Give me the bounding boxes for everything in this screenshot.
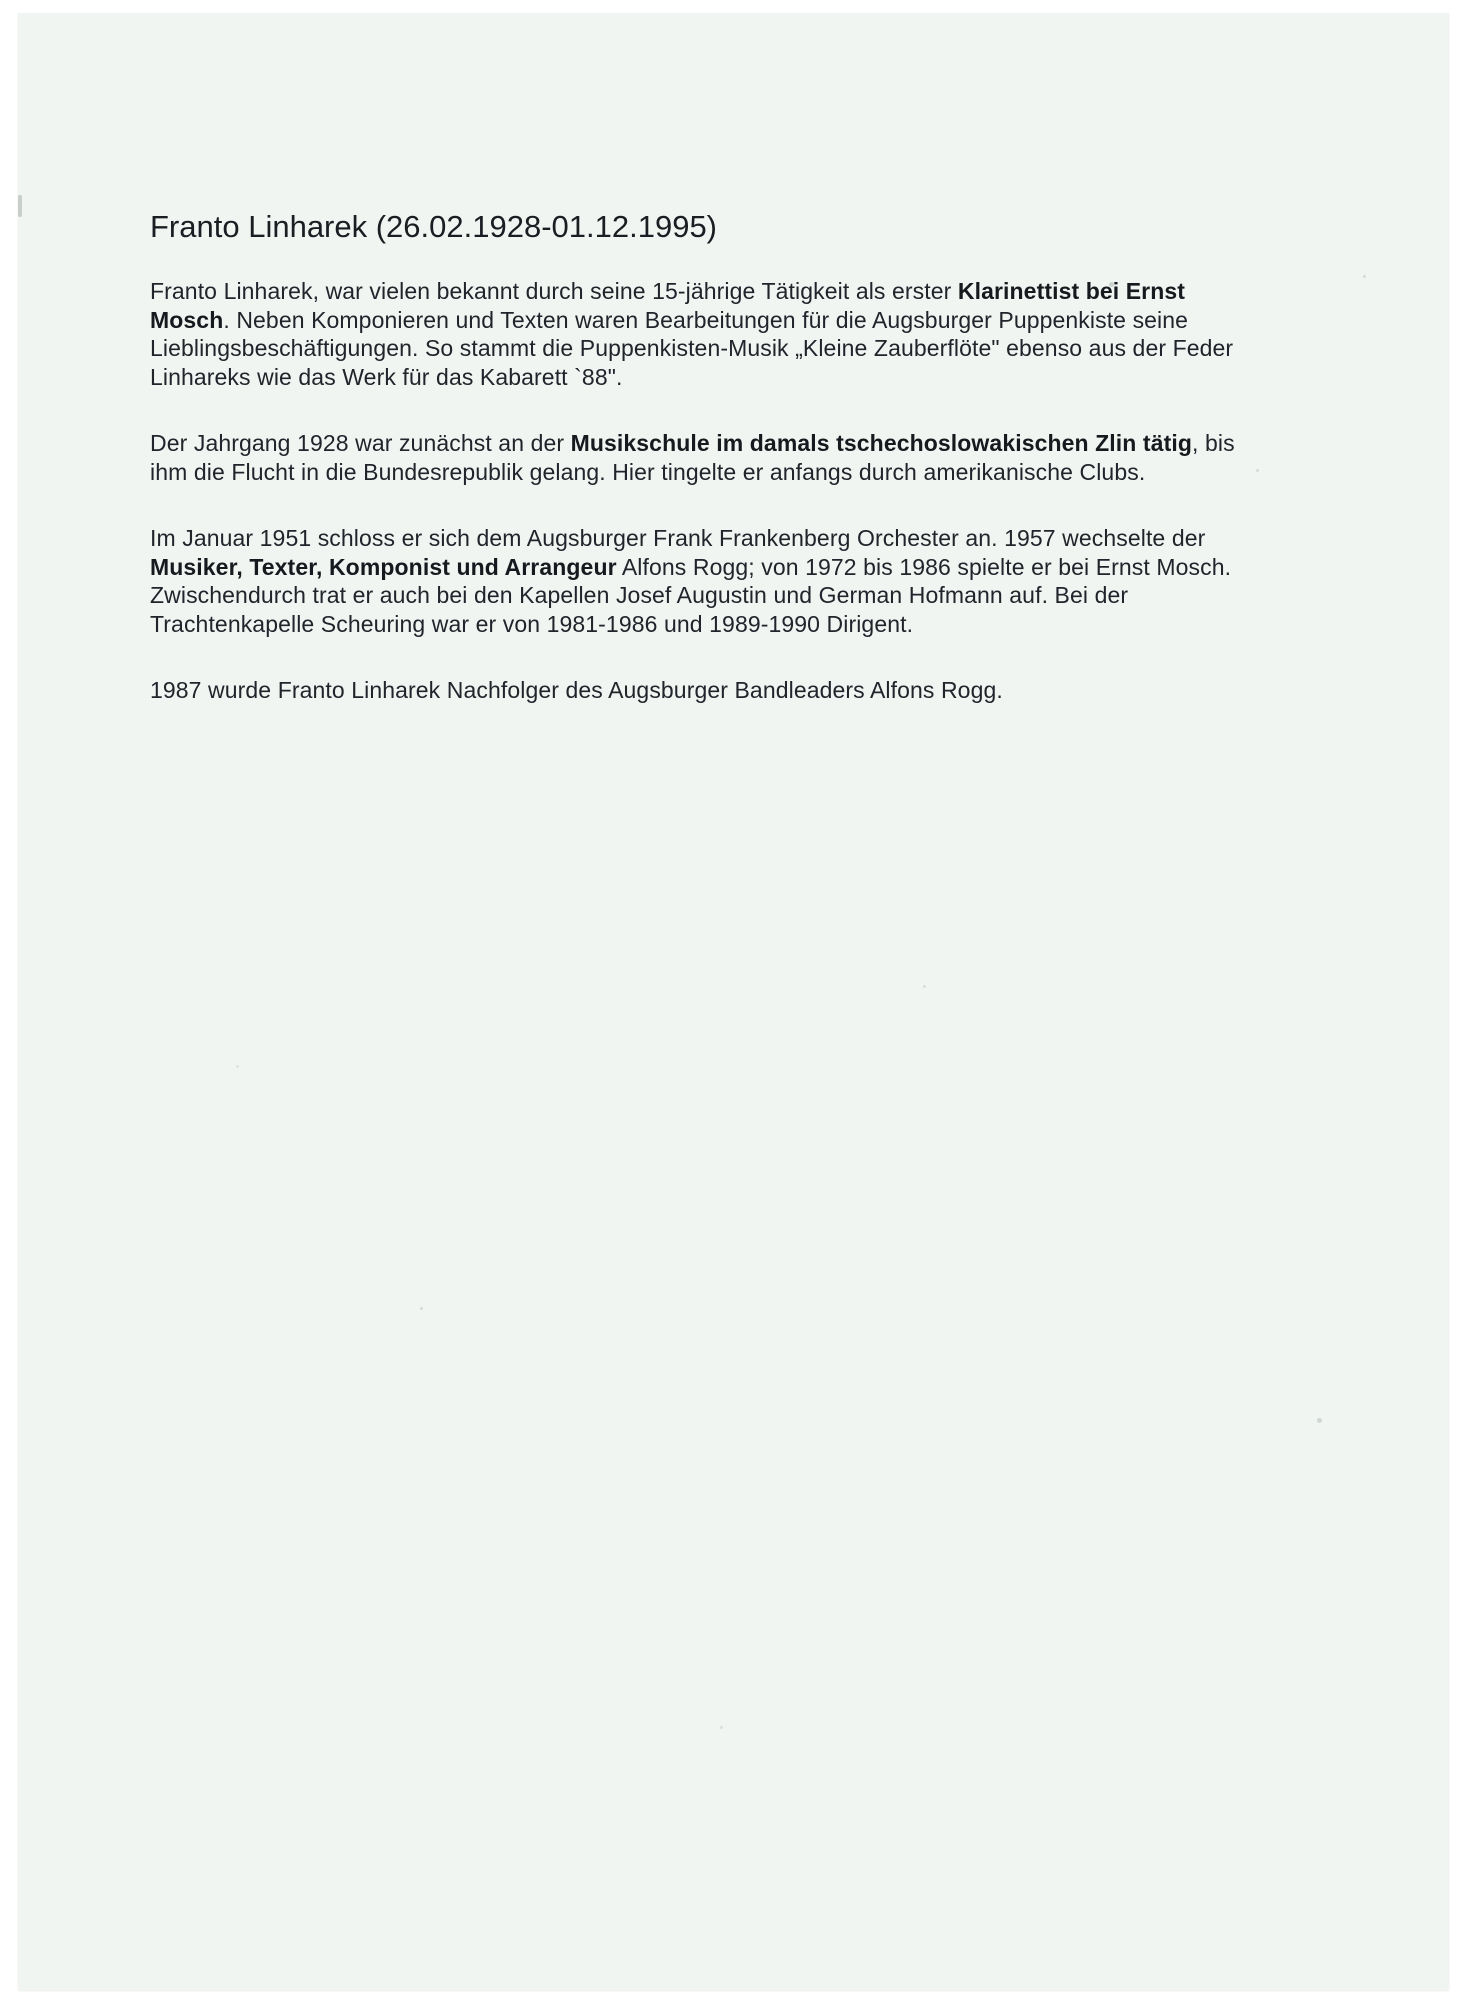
text-segment-bold: Musikschule im damals tschechoslowakischen Zlin tätig: [570, 430, 1192, 456]
scan-edge-artifact: [18, 195, 22, 217]
text-segment: , bis ihm die Flucht in die Bundesrepublik gelang. Hier tingelte er anfangs durch amerikanische Clubs.: [150, 430, 1235, 485]
text-segment: 1987 wurde Franto Linharek Nachfolger des Augsburger Bandleaders Alfons Rogg.: [150, 677, 1003, 703]
paragraph-career: [150, 524, 1242, 638]
scan-speckles: [18, 13, 21, 16]
scanned-page: [18, 13, 1449, 1990]
paragraph-early-years: [150, 429, 1242, 486]
text-segment: Der Jahrgang 1928 war zunächst an der: [150, 430, 571, 456]
paragraph-successor: [150, 676, 1242, 705]
text-segment-bold: Musiker, Texter, Komponist und Arrangeur: [150, 553, 617, 580]
text-segment-bold: Klarinettist bei Ernst Mosch: [150, 278, 1186, 333]
page-title: Franto Linharek (26.02.1928-01.12.1995): [150, 209, 718, 244]
paragraph-biography-intro: [150, 277, 1242, 391]
text-segment: Im Januar 1951 schloss er sich dem Augsburger Frank Frankenberg Orchester an. 1957 wechselte der: [150, 525, 1206, 551]
text-segment: . Neben Komponieren und Texten waren Bearbeitungen für die Augsburger Puppenkiste seine Lieblingsbeschäftigungen. So stammt die Puppenkisten-Musik „Kleine Zauberflöte" ebenso aus der Feder Linhareks wie das Werk für das Kabarett `88".: [150, 306, 1234, 390]
text-segment: Alfons Rogg; von 1972 bis 1986 spielte er bei Ernst Mosch. Zwischendurch trat er auch bei den Kapellen Josef Augustin und German Hofmann auf. Bei der Trachtenkapelle Scheuring war er von 1981-1986 und 1989-1990 Dirigent.: [150, 553, 1232, 637]
document-content: [150, 209, 1242, 743]
text-segment: Franto Linharek, war vielen bekannt durch seine 15-jährige Tätigkeit als erster: [150, 278, 958, 304]
